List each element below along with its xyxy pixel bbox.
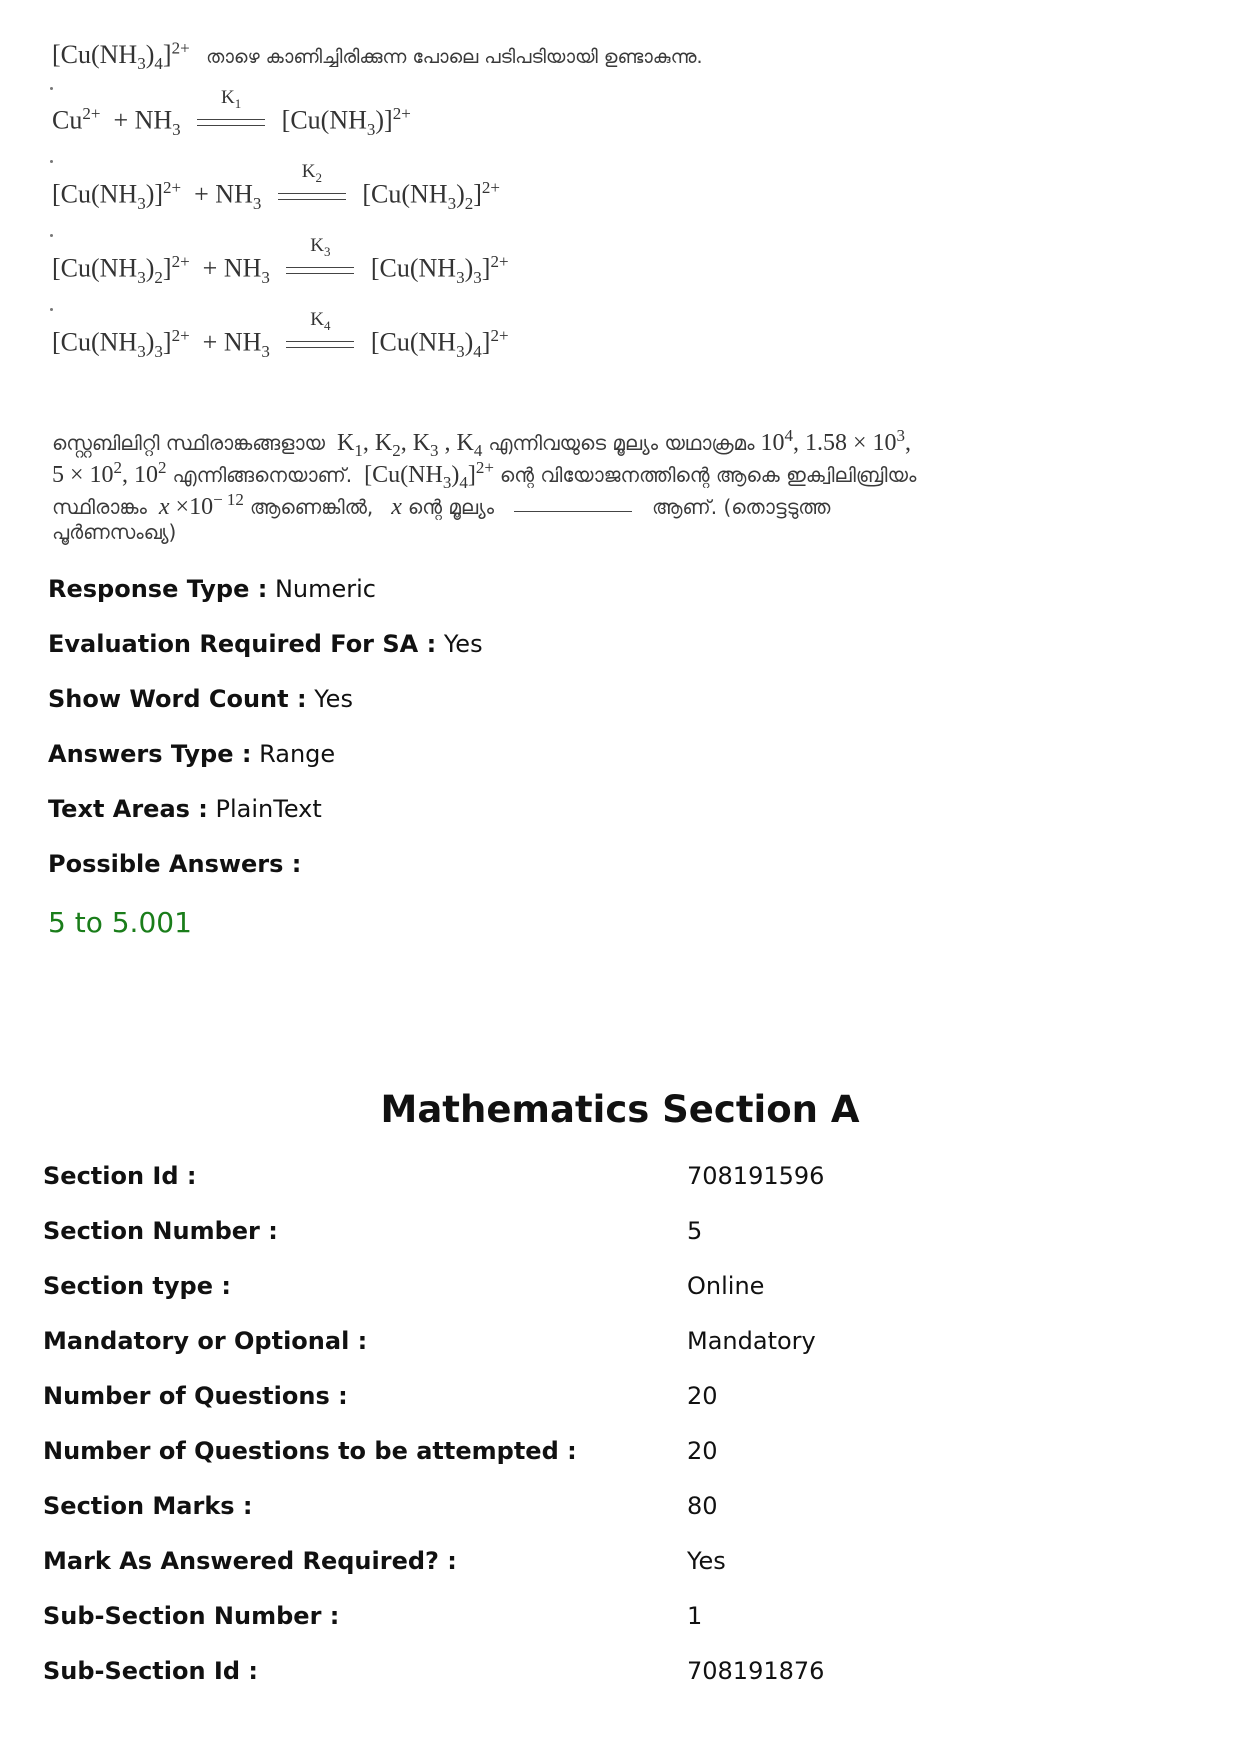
equilibrium-arrow-k3: $K_3$ bbox=[286, 259, 354, 283]
section-row: Section type : Online bbox=[43, 1272, 765, 1300]
equation-1: $Cu^{2+} + NH_3$ $K_1$ $[Cu(NH_3)]^{2+}$ bbox=[52, 86, 411, 139]
answer-blank bbox=[514, 511, 632, 512]
scan-dot bbox=[50, 308, 53, 311]
section-row: Section Number : 5 bbox=[43, 1217, 703, 1245]
text-areas: Text Areas : PlainText bbox=[48, 795, 322, 823]
intro-text: താഴെ കാണിച്ചിരിക്കുന്ന പോലെ പടിപടിയായി ഉണ്ടാകുന്നു. bbox=[206, 45, 703, 68]
equation-3: $[Cu(NH_3)_2]^{2+} + NH_3$ $K_3$ $[Cu(NH_3)_3]^{2+}$ bbox=[52, 234, 509, 287]
possible-answer-value: 5 to 5.001 bbox=[48, 906, 192, 939]
question-intro bbox=[52, 38, 703, 74]
section-row: Mark As Answered Required? : Yes bbox=[43, 1547, 726, 1575]
equilibrium-arrow-k1: $K_1$ bbox=[197, 111, 265, 135]
question-paragraph-line-4: പൂർണസംഖ്യ) bbox=[52, 520, 177, 544]
response-type: Response Type : Numeric bbox=[48, 575, 376, 603]
question-paragraph-line-1: സ്റ്റെബിലിറ്റി സ്ഥിരാങ്കങ്ങളായ $K_1$, $K_2$, $K_3$ , $K_4$ എന്നിവയുടെ മൂല്യം യഥാക്രമം $10^4$, $1.58 \times 10^3$, bbox=[52, 426, 912, 460]
section-row: Mandatory or Optional : Mandatory bbox=[43, 1327, 816, 1355]
section-row: Number of Questions : 20 bbox=[43, 1382, 718, 1410]
evaluation-required: Evaluation Required For SA : Yes bbox=[48, 630, 483, 658]
section-row: Number of Questions to be attempted : 20 bbox=[43, 1437, 718, 1465]
complex-formula: $[Cu(NH_3)_4]^{2+}$ bbox=[52, 38, 190, 73]
scan-dot bbox=[50, 87, 53, 90]
show-word-count: Show Word Count : Yes bbox=[48, 685, 353, 713]
section-row: Sub-Section Number : 1 bbox=[43, 1602, 703, 1630]
scan-dot bbox=[50, 234, 53, 237]
question-paragraph-line-2: $5 \times 10^2$, $10^2$ എന്നിങ്ങനെയാണ്. $[Cu(NH_3)_4]^{2+}$ ന്റെ വിയോജനത്തിന്റെ ആകെ ഇക്വിലിബ്രിയം bbox=[52, 458, 917, 492]
equilibrium-arrow-k2: $K_2$ bbox=[278, 185, 346, 209]
equilibrium-arrow-k4: $K_4$ bbox=[286, 333, 354, 357]
question-image bbox=[52, 32, 952, 557]
equation-2: $[Cu(NH_3)]^{2+} + NH_3$ $K_2$ $[Cu(NH_3)_2]^{2+}$ bbox=[52, 160, 501, 213]
section-row: Section Marks : 80 bbox=[43, 1492, 718, 1520]
answers-type: Answers Type : Range bbox=[48, 740, 336, 768]
question-paragraph-line-3: സ്ഥിരാങ്കം $x \times 10^{- 12}$ ആണെങ്കിൽ, x ന്റെ മൂല്യം ആണ്. (തൊട്ടടുത്ത bbox=[52, 490, 831, 520]
section-row: Section Id : 708191596 bbox=[43, 1162, 825, 1190]
section-row: Sub-Section Id : 708191876 bbox=[43, 1657, 825, 1685]
scan-dot bbox=[50, 160, 53, 163]
possible-answers-label: Possible Answers : bbox=[48, 850, 302, 878]
equation-4: $[Cu(NH_3)_3]^{2+} + NH_3$ $K_4$ $[Cu(NH_3)_4]^{2+}$ bbox=[52, 308, 509, 361]
section-title: Mathematics Section A bbox=[380, 1088, 860, 1131]
